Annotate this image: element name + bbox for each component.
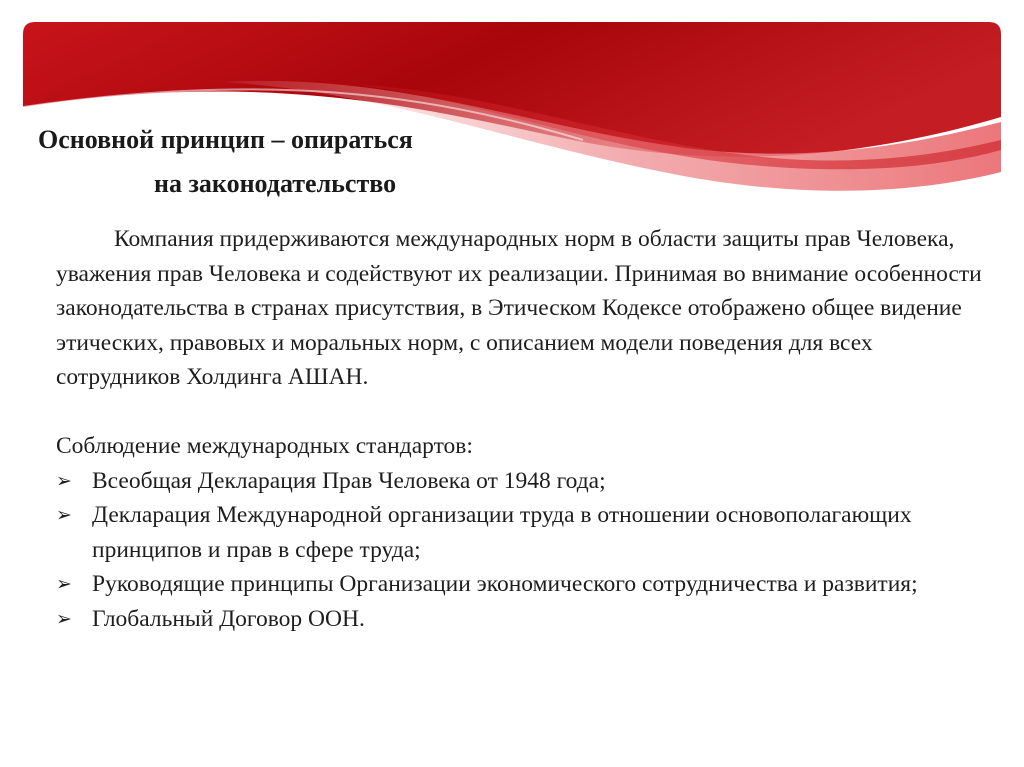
- list-item-text: Всеобщая Декларация Прав Человека от 1948 года;: [92, 467, 606, 494]
- list-item: [56, 464, 986, 499]
- standards-heading: Соблюдение международных стандартов:: [56, 433, 473, 459]
- list-item: [56, 498, 986, 567]
- list-item: [56, 567, 986, 602]
- arrow-bullet-icon: ➢: [56, 573, 72, 595]
- slide-title: [38, 118, 413, 206]
- intro-paragraph: Компания придерживаются международных норм в области защиты прав Человека, уважения прав Человека и содействуют их реализации. Принимая во внимание особенности законодательства в странах присутствия, в Этическом Кодексе отображено общее видение этических, правовых и моральных норм, с описанием модели поведения для всех сотрудников Холдинга АШАН.: [56, 226, 982, 390]
- list-item: [56, 602, 986, 637]
- arrow-bullet-icon: ➢: [56, 504, 72, 526]
- list-item-text: Руководящие принципы Организации экономического сотрудничества и развития;: [92, 571, 918, 597]
- arrow-bullet-icon: ➢: [56, 607, 72, 630]
- list-item-text: Декларация Международной организации труда в отношении основополагающих принципов и прав в сфере труда;: [92, 502, 912, 563]
- list-item-text: Глобальный Договор ООН.: [92, 605, 365, 632]
- title-line-1: Основной принцип – опираться: [38, 125, 413, 154]
- title-line-2: на законодательство: [154, 169, 397, 198]
- spacer: [56, 395, 986, 430]
- standards-list: [56, 464, 986, 637]
- arrow-bullet-icon: ➢: [56, 469, 72, 492]
- slide-body: [56, 222, 986, 636]
